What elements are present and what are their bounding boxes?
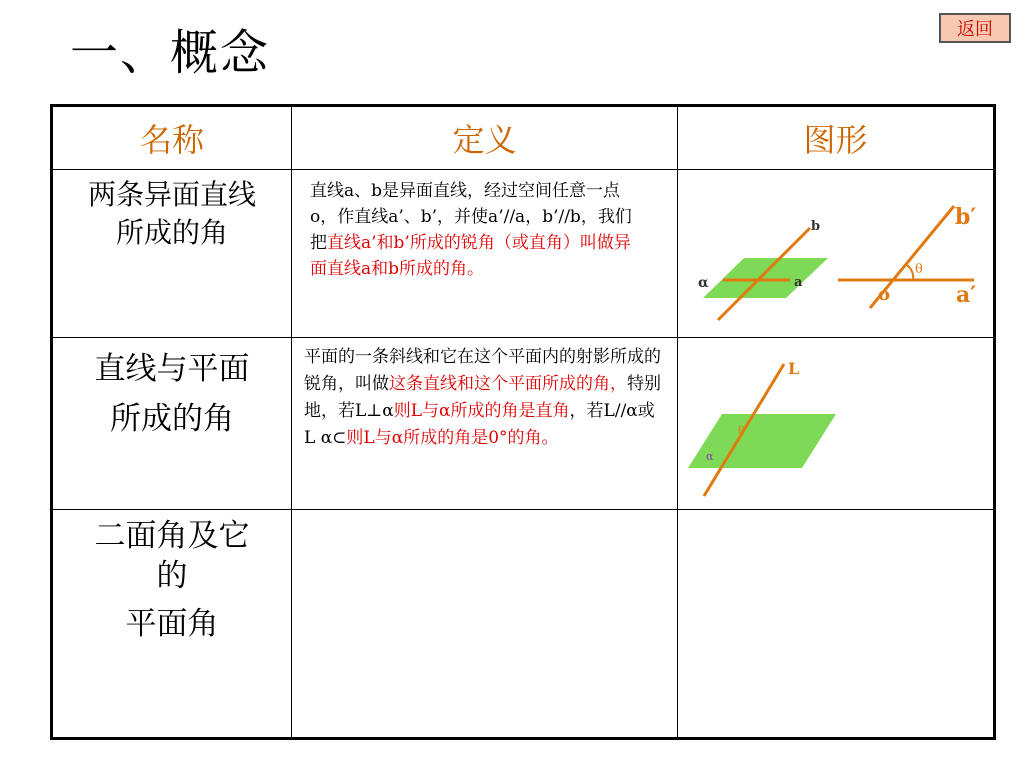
row-figure-line-plane bbox=[678, 338, 995, 510]
label-b-prime: b′ bbox=[955, 204, 977, 230]
label-alpha: α bbox=[706, 450, 714, 463]
row-name-skew-lines bbox=[52, 170, 292, 338]
definition-text: 直线a、b是异面直线，经过空间任意一点o，作直线a’、b’，并使a’//a，b’//b，我们把 bbox=[310, 181, 632, 253]
row-definition-skew-lines bbox=[292, 170, 678, 338]
definition-text: 平面的一条斜线和它在这个平面内的射影所成的锐角，叫做 bbox=[304, 347, 661, 394]
back-button[interactable]: 返回 bbox=[939, 13, 1011, 43]
name-line: 直线与平面 bbox=[94, 351, 250, 387]
name-line: 二面角及它 bbox=[94, 518, 250, 554]
header-figure: 图形 bbox=[678, 106, 995, 170]
label-b: b bbox=[811, 219, 821, 234]
table-row bbox=[52, 510, 995, 739]
name-line: 所成的角 bbox=[110, 401, 234, 437]
line-plane-figure bbox=[678, 338, 992, 505]
row-definition-line-plane bbox=[292, 338, 678, 510]
definition-highlight: 直线a’和b’所成的锐角（或直角）叫做异面直线a和b所成的角。 bbox=[310, 233, 631, 279]
name-line: 两条异面直线 bbox=[87, 178, 256, 211]
definition-highlight: 这条直线和这个平面所成的角， bbox=[389, 374, 627, 394]
definition-highlight: 则L与α所成的角是0°的角。 bbox=[346, 428, 559, 448]
label-a: a bbox=[794, 275, 803, 290]
label-a-prime: a′ bbox=[956, 282, 977, 308]
definition-text: 特别地，若L⊥α bbox=[304, 374, 661, 421]
name-line: 的 bbox=[156, 558, 188, 594]
header-definition: 定义 bbox=[292, 106, 678, 170]
label-L: L bbox=[788, 359, 800, 378]
definition-highlight: 则L与α所成的角是直角 bbox=[393, 401, 570, 421]
row-figure-skew-lines bbox=[678, 170, 995, 338]
name-line: 平面角 bbox=[125, 606, 219, 642]
name-line: 所成的角 bbox=[115, 216, 228, 249]
row-name-dihedral bbox=[52, 510, 292, 739]
angle-arc bbox=[907, 265, 913, 280]
header-name: 名称 bbox=[52, 106, 292, 170]
skew-lines-figure bbox=[678, 170, 992, 333]
label-o: o bbox=[878, 284, 891, 305]
page-title: 一、概念 bbox=[70, 25, 271, 81]
header-row bbox=[52, 106, 995, 170]
label-theta: θ bbox=[738, 424, 745, 437]
row-definition-dihedral bbox=[292, 510, 678, 739]
table-row bbox=[52, 338, 995, 510]
plane-shape bbox=[703, 258, 828, 298]
definition-text: ，若L//α或 L α⊂ bbox=[304, 401, 672, 448]
concept-table bbox=[50, 104, 996, 740]
row-name-line-plane bbox=[52, 338, 292, 510]
label-theta: θ bbox=[915, 262, 923, 277]
table-row bbox=[52, 170, 995, 338]
label-alpha: α bbox=[698, 275, 709, 291]
row-figure-dihedral bbox=[678, 510, 995, 739]
